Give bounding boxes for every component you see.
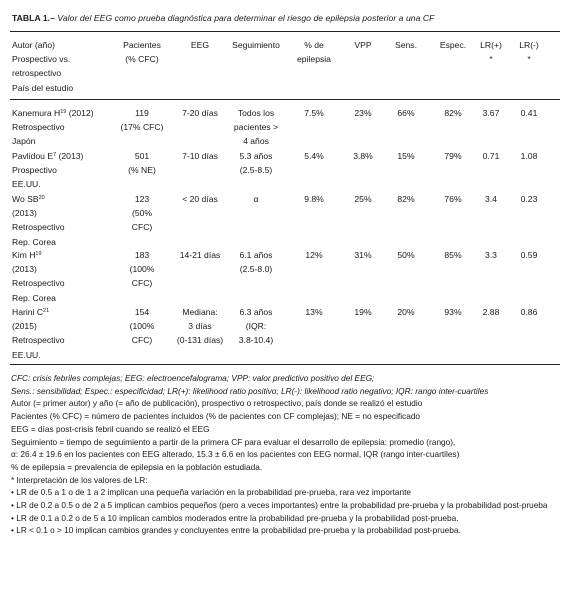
table-row-2-epilepsia: 9.8%: [304, 194, 324, 204]
header-vpp: VPP: [354, 40, 372, 50]
abbrev-line-1: CFC: crisis febriles complejas; EEG: electroencefalograma; VPP: valor predictivo positivo del EEG;: [11, 373, 375, 383]
note-eeg: EEG = días post-crisis febril cuando se realizó el EEG: [11, 423, 210, 434]
table-row-0-lr-neg: 0.41: [520, 108, 538, 118]
table-row-4-lr-pos: 2.88: [482, 307, 500, 317]
table-row-0-vpp: 23%: [354, 108, 372, 118]
table-notes: [11, 372, 559, 537]
table-row-3-sens: 50%: [397, 250, 415, 260]
table-title-text: Valor del EEG como prueba diagnóstica para determinar el riesgo de epilepsia posterior a una CF: [54, 13, 435, 23]
table-row-3-pacientes: 183 (100% CFC): [129, 250, 155, 289]
table-row-4-seguimiento: 6.3 años (IQR: 3.8-10.4): [238, 307, 274, 346]
table-row-3-espec: 85%: [444, 250, 462, 260]
table-row-2-espec: 76%: [444, 194, 462, 204]
note-autor: Autor (= primer autor) y año (= año de publicación), prospectivo o retrospectivo, país donde se realizó el estudio: [11, 398, 423, 409]
note-lr-interpretation: * Interpretación de los valores de LR:: [11, 474, 148, 485]
abbrev-line-2: Sens.: sensibilidad; Espec.: especificidad; LR(+): likelihood ratio positivo; LR(-): likelihood ratio negativo; IQR: rango inter-cuartiles: [11, 385, 489, 396]
table-row-1-vpp: 3.8%: [353, 151, 373, 161]
table-row-1-seguimiento: 5.3 años (2.5-8.5): [239, 151, 273, 176]
table-row-2-autor: Wo SB$^{20}$ (2013) Retrospectivo Rep. Corea: [12, 194, 65, 247]
table-row-2-seguimiento: α: [253, 194, 259, 204]
table-row-0-epilepsia: 7.5%: [304, 108, 324, 118]
table-row-0-espec: 82%: [444, 108, 462, 118]
bullet-lr-4: • LR < 0.1 o > 10 implican cambios grandes y concluyentes entre la probabilidad pre-prueba y la probabilidad post-prueba.: [11, 525, 461, 536]
table-row-2-lr-neg: 0.23: [520, 194, 538, 204]
header-autor: Autor (año) Prospectivo vs. retrospectivo País del estudio: [12, 40, 74, 93]
table-row-4-lr-neg: 0.86: [520, 307, 538, 317]
table-title: [12, 13, 558, 23]
header-rule: [10, 99, 560, 100]
header-seguimiento: Seguimiento: [232, 40, 280, 50]
table-row-3-autor: Kim $H^{19}$ (2013) Retrospectivo Rep. Corea: [12, 250, 65, 303]
table-row-1-epilepsia: 5.4%: [304, 151, 324, 161]
table-row-1-lr-pos: 0.71: [482, 151, 500, 161]
top-rule: [10, 31, 560, 32]
table-row-3-lr-pos: 3.3: [485, 250, 497, 260]
note-alpha: α: 26.4 ± 19.6 en los pacientes con EEG alterado, 15.3 ± 6.6 en los pacientes con EEG normal, IQR (rango inter-cuartiles): [11, 449, 460, 460]
header-epilepsia: % de epilepsia: [297, 40, 331, 65]
note-pacientes: Pacientes (% CFC) = número de pacientes incluidos (% de pacientes con CF complejas); NE = no especificado: [11, 411, 421, 422]
note-seguimiento: Seguimiento = tiempo de seguimiento a partir de la primera CF para evaluar el desarrollo de epilepsia: promedio (rango),: [11, 436, 456, 447]
table-row-4-pacientes: 154 (100% CFC): [129, 307, 155, 346]
table-row-1-autor: Pavlidou $E^7$ (2013) Prospectivo EE.UU.: [12, 151, 84, 190]
table-row-0-sens: 66%: [397, 108, 415, 118]
table-row-0-autor: Kanemura $H^{19}$ (2012) Retrospectivo Japón: [12, 108, 94, 147]
header-espec: Espec.: [439, 40, 467, 50]
table-row-4-sens: 20%: [397, 307, 415, 317]
bullet-lr-2: • LR de 0.2 a 0.5 o de 2 a 5 implican cambios pequeños (pero a veces importantes) entre la probabilidad pre-prueba y la probabilidad post-prueba: [11, 500, 548, 511]
table-row-3-vpp: 31%: [354, 250, 372, 260]
table-row-1-pacientes: 501 (% NE): [128, 151, 156, 176]
table-row-3-eeg: 14-21 días: [179, 250, 221, 260]
table-row-2-sens: 82%: [397, 194, 415, 204]
table-row-0-pacientes: 119 (17% CFC): [120, 108, 164, 133]
table-row-0-seguimiento: Todos los pacientes > 4 años: [233, 108, 279, 147]
table-row-4-epilepsia: 13%: [305, 307, 323, 317]
note-epilepsia: % de epilepsia = prevalencia de epilepsia en la población estudiada.: [11, 461, 263, 472]
header-sens: Sens.: [395, 40, 417, 50]
table-row-2-eeg: < 20 días: [182, 194, 218, 204]
table-row-1-espec: 79%: [444, 151, 462, 161]
table-row-2-vpp: 25%: [354, 194, 372, 204]
bullet-lr-1: • LR de 0.5 a 1 o de 1 a 2 implican una pequeña variación en la probabilidad pre-prueba, rara vez importante: [11, 487, 412, 498]
table-row-1-eeg: 7-10 días: [182, 151, 218, 161]
table-row-4-eeg: Mediana: 3 días (0-131 días): [176, 307, 224, 346]
table-row-1-sens: 15%: [397, 151, 415, 161]
table-row-0-eeg: 7-20 días: [182, 108, 218, 118]
table-row-2-lr-pos: 3.4: [485, 194, 497, 204]
header-eeg: EEG: [190, 40, 210, 50]
table-row-4-vpp: 19%: [354, 307, 372, 317]
table-row-3-seguimiento: 6.1 años (2.5-8.0): [239, 250, 273, 275]
header-lr-pos: LR(+) *: [480, 40, 502, 65]
table-row-1-lr-neg: 1.08: [520, 151, 538, 161]
bullet-lr-3: • LR de 0.1 a 0.2 o de 5 a 10 implican cambios moderados entre la probabilidad pre-prueba y la probabilidad post-prueba.: [11, 512, 459, 523]
table-row-2-pacientes: 123 (50% CFC): [131, 194, 153, 233]
header-lr-neg: LR(-) *: [519, 40, 539, 65]
table-row-4-espec: 93%: [444, 307, 462, 317]
header-pacientes: Pacientes (% CFC): [123, 40, 161, 65]
table-row-0-lr-pos: 3.67: [482, 108, 500, 118]
table-row-3-lr-neg: 0.59: [520, 250, 538, 260]
table-title-prefix: TABLA 1.–: [12, 13, 55, 23]
table-row-3-epilepsia: 12%: [305, 250, 323, 260]
bottom-rule: [10, 364, 560, 365]
table-row-4-autor: Harini $C^{21}$ (2015) Retrospectivo EE.UU.: [12, 307, 65, 360]
